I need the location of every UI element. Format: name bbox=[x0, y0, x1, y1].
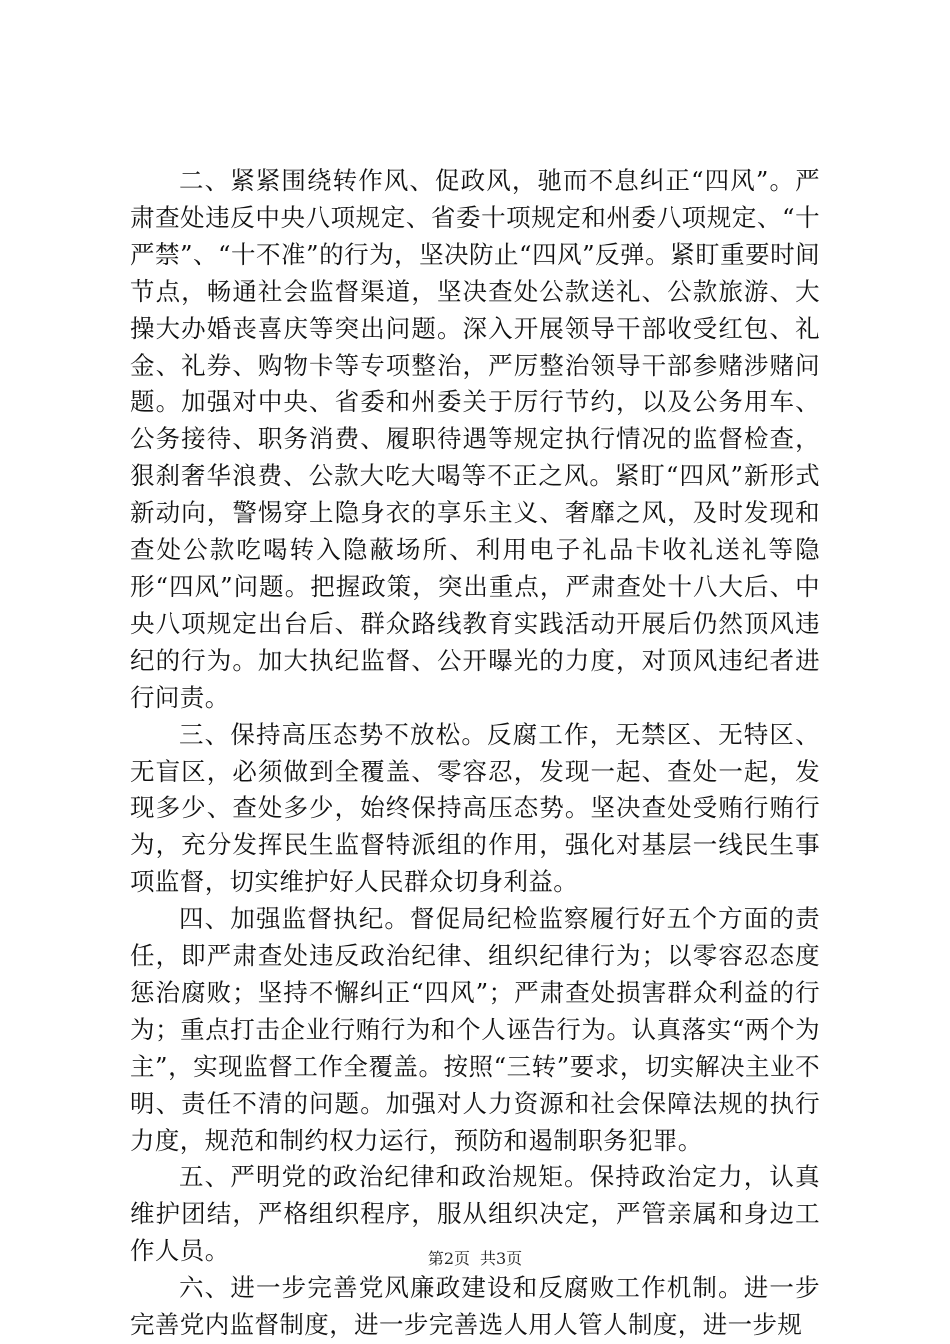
paragraph-section-6: 六、进一步完善党风廉政建设和反腐败工作机制。进一步完善党内监督制度，进一步完善选人用人管人制度，进一步规 bbox=[130, 1273, 820, 1340]
page-total: 共3页 bbox=[480, 1249, 523, 1268]
page-number: 第2页 bbox=[427, 1249, 470, 1268]
document-body bbox=[130, 163, 820, 1344]
paragraph-section-5: 五、严明党的政治纪律和政治规矩。保持政治定力，认真维护团结，严格组织程序，服从组织决定，严管亲属和身边工作人员。 bbox=[130, 1162, 820, 1266]
paragraph-section-2: 二、紧紧围绕转作风、促政风，驰而不息纠正“四风”。严肃查处违反中央八项规定、省委十项规定和州委八项规定、“十严禁”、“十不准”的行为，坚决防止“四风”反弹。紧盯重要时间节点，畅通社会监督渠道，坚决查处公款送礼、公款旅游、大操大办婚丧喜庆等突出问题。深入开展领导干部收受红包、礼金、礼券、购物卡等专项整治，严厉整治领导干部参赌涉赌问题。加强对中央、省委和州委关于厉行节约，以及公务用车、公务接待、职务消费、履职待遇等规定执行情况的监督检查，狠刹奢华浪费、公款大吃大喝等不正之风。紧盯“四风”新形式新动向，警惕穿上隐身衣的享乐主义、奢靡之风，及时发现和查处公款吃喝转入隐蔽场所、利用电子礼品卡收礼送礼等隐形“四风”问题。把握政策，突出重点，严肃查处十八大后、中央八项规定出台后、群众路线教育实践活动开展后仍然顶风违纪的行为。加大执纪监督、公开曝光的力度，对顶风违纪者进行问责。 bbox=[130, 166, 820, 712]
page-footer bbox=[0, 1246, 950, 1269]
paragraph-section-3: 三、保持高压态势不放松。反腐工作，无禁区、无特区、无盲区，必须做到全覆盖、零容忍，发现一起、查处一起，发现多少、查处多少，始终保持高压态势。坚决查处受贿行贿行为，充分发挥民生监督特派组的作用，强化对基层一线民生事项监督，切实维护好人民群众切身利益。 bbox=[130, 719, 820, 897]
paragraph-section-4: 四、加强监督执纪。督促局纪检监察履行好五个方面的责任，即严肃查处违反政治纪律、组织纪律行为；以零容忍态度惩治腐败；坚持不懈纠正“四风”；严肃查处损害群众利益的行为；重点打击企业行贿行为和个人诬告行为。认真落实“两个为主”，实现监督工作全覆盖。按照“三转”要求，切实解决主业不明、责任不清的问题。加强对人力资源和社会保障法规的执行力度，规范和制约权力运行，预防和遏制职务犯罪。 bbox=[130, 904, 820, 1155]
